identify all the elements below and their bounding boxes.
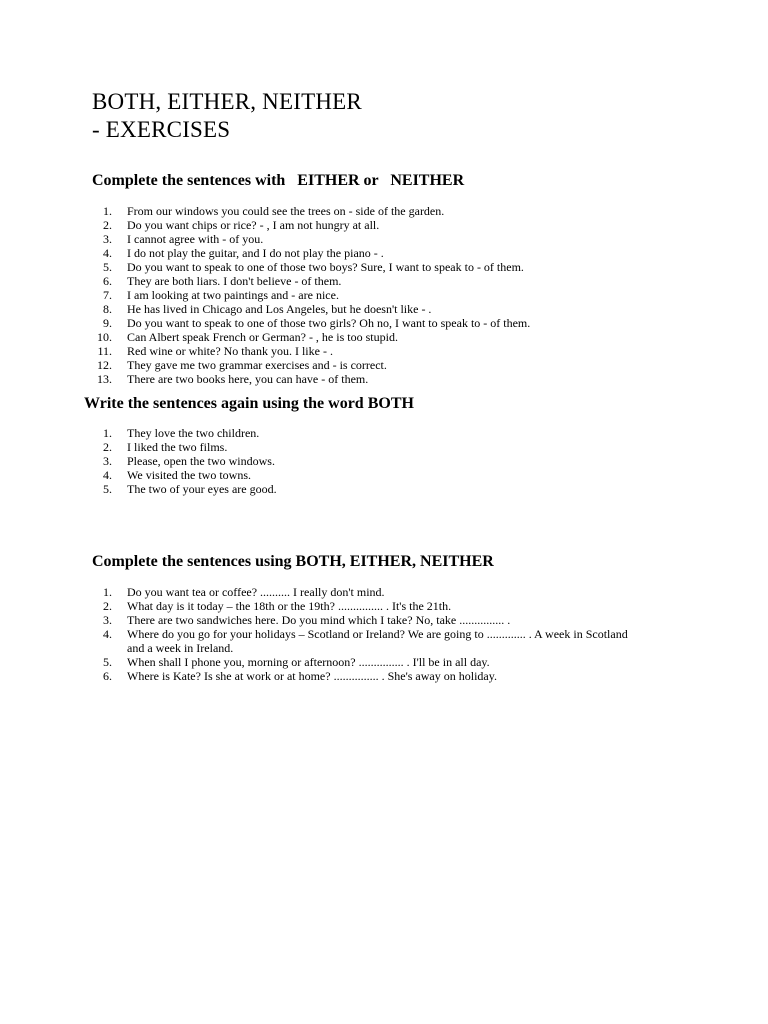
section-2-heading: Write the sentences again using the word BOTH	[84, 395, 414, 412]
item-number: 4.	[103, 627, 112, 641]
item-number: 2.	[103, 218, 112, 232]
item-text: Where do you go for your holidays – Scotland or Ireland? We are going to ............. . A week in Scotland and a week in Ireland.	[127, 627, 628, 655]
list-item	[0, 344, 647, 358]
item-text: He has lived in Chicago and Los Angeles, but he doesn't like - .	[127, 302, 432, 316]
list-item	[0, 358, 647, 372]
list-item	[0, 440, 647, 454]
item-number: 6.	[103, 669, 112, 683]
item-number: 4.	[103, 468, 112, 482]
list-item	[0, 316, 647, 330]
item-number: 1.	[103, 204, 112, 218]
item-text: Do you want tea or coffee? .......... I really don't mind.	[127, 585, 385, 599]
item-text: They gave me two grammar exercises and - is correct.	[127, 358, 387, 372]
list-item	[0, 372, 647, 386]
list-item	[0, 218, 647, 232]
list-item	[0, 627, 647, 655]
section-1-heading: Complete the sentences with EITHER or NEITHER	[92, 172, 465, 189]
item-text: There are two books here, you can have - of them.	[127, 372, 369, 386]
item-text: I am looking at two paintings and - are nice.	[127, 288, 339, 302]
item-text: They are both liars. I don't believe - of them.	[127, 274, 342, 288]
item-number: 4.	[103, 246, 112, 260]
item-text: From our windows you could see the trees on - side of the garden.	[127, 204, 445, 218]
list-item	[0, 669, 647, 683]
item-number: 5.	[103, 260, 112, 274]
page-title	[92, 88, 362, 144]
list-item	[0, 468, 647, 482]
list-item	[0, 302, 647, 316]
list-item	[0, 482, 647, 496]
item-text: Do you want chips or rice? - , I am not hungry at all.	[127, 218, 380, 232]
item-text: There are two sandwiches here. Do you mind which I take? No, take ............... .	[127, 613, 511, 627]
item-text: They love the two children.	[127, 426, 260, 440]
item-number: 3.	[103, 613, 112, 627]
item-number: 13.	[97, 372, 112, 386]
item-text: Please, open the two windows.	[127, 454, 275, 468]
item-number: 11.	[97, 344, 112, 358]
list-item	[0, 426, 647, 440]
item-number: 6.	[103, 274, 112, 288]
section-3-heading: Complete the sentences using BOTH, EITHER, NEITHER	[92, 553, 494, 570]
list-item	[0, 613, 647, 627]
section-2-list	[0, 426, 647, 496]
list-item	[0, 655, 647, 669]
item-number: 8.	[103, 302, 112, 316]
item-text: Do you want to speak to one of those two boys? Sure, I want to speak to - of them.	[127, 260, 524, 274]
list-item	[0, 274, 647, 288]
item-text: Red wine or white? No thank you. I like - .	[127, 344, 333, 358]
item-number: 10.	[97, 330, 112, 344]
item-number: 12.	[97, 358, 112, 372]
item-text: When shall I phone you, morning or afternoon? ............... . I'll be in all day.	[127, 655, 490, 669]
list-item	[0, 288, 647, 302]
section-1-list	[0, 204, 647, 386]
list-item	[0, 330, 647, 344]
item-number: 7.	[103, 288, 112, 302]
list-item	[0, 585, 647, 599]
item-text: I liked the two films.	[127, 440, 228, 454]
item-number: 2.	[103, 599, 112, 613]
section-3-list	[0, 585, 647, 683]
item-text: We visited the two towns.	[127, 468, 252, 482]
item-text: I cannot agree with - of you.	[127, 232, 264, 246]
item-number: 5.	[103, 655, 112, 669]
list-item	[0, 260, 647, 274]
item-number: 5.	[103, 482, 112, 496]
item-text: Do you want to speak to one of those two girls? Oh no, I want to speak to - of them.	[127, 316, 531, 330]
item-number: 9.	[103, 316, 112, 330]
item-number: 1.	[103, 585, 112, 599]
item-number: 3.	[103, 454, 112, 468]
list-item	[0, 454, 647, 468]
item-text: I do not play the guitar, and I do not play the piano - .	[127, 246, 384, 260]
list-item	[0, 204, 647, 218]
list-item	[0, 232, 647, 246]
list-item	[0, 599, 647, 613]
item-text: Can Albert speak French or German? - , he is too stupid.	[127, 330, 398, 344]
item-text: Where is Kate? Is she at work or at home? ............... . She's away on holiday.	[127, 669, 497, 683]
item-text: What day is it today – the 18th or the 19th? ............... . It's the 21th.	[127, 599, 452, 613]
item-text: The two of your eyes are good.	[127, 482, 277, 496]
page-title-line-2: - EXERCISES	[92, 117, 231, 142]
item-number: 3.	[103, 232, 112, 246]
item-number: 2.	[103, 440, 112, 454]
list-item	[0, 246, 647, 260]
item-number: 1.	[103, 426, 112, 440]
page-title-line-1: BOTH, EITHER, NEITHER	[92, 89, 362, 114]
